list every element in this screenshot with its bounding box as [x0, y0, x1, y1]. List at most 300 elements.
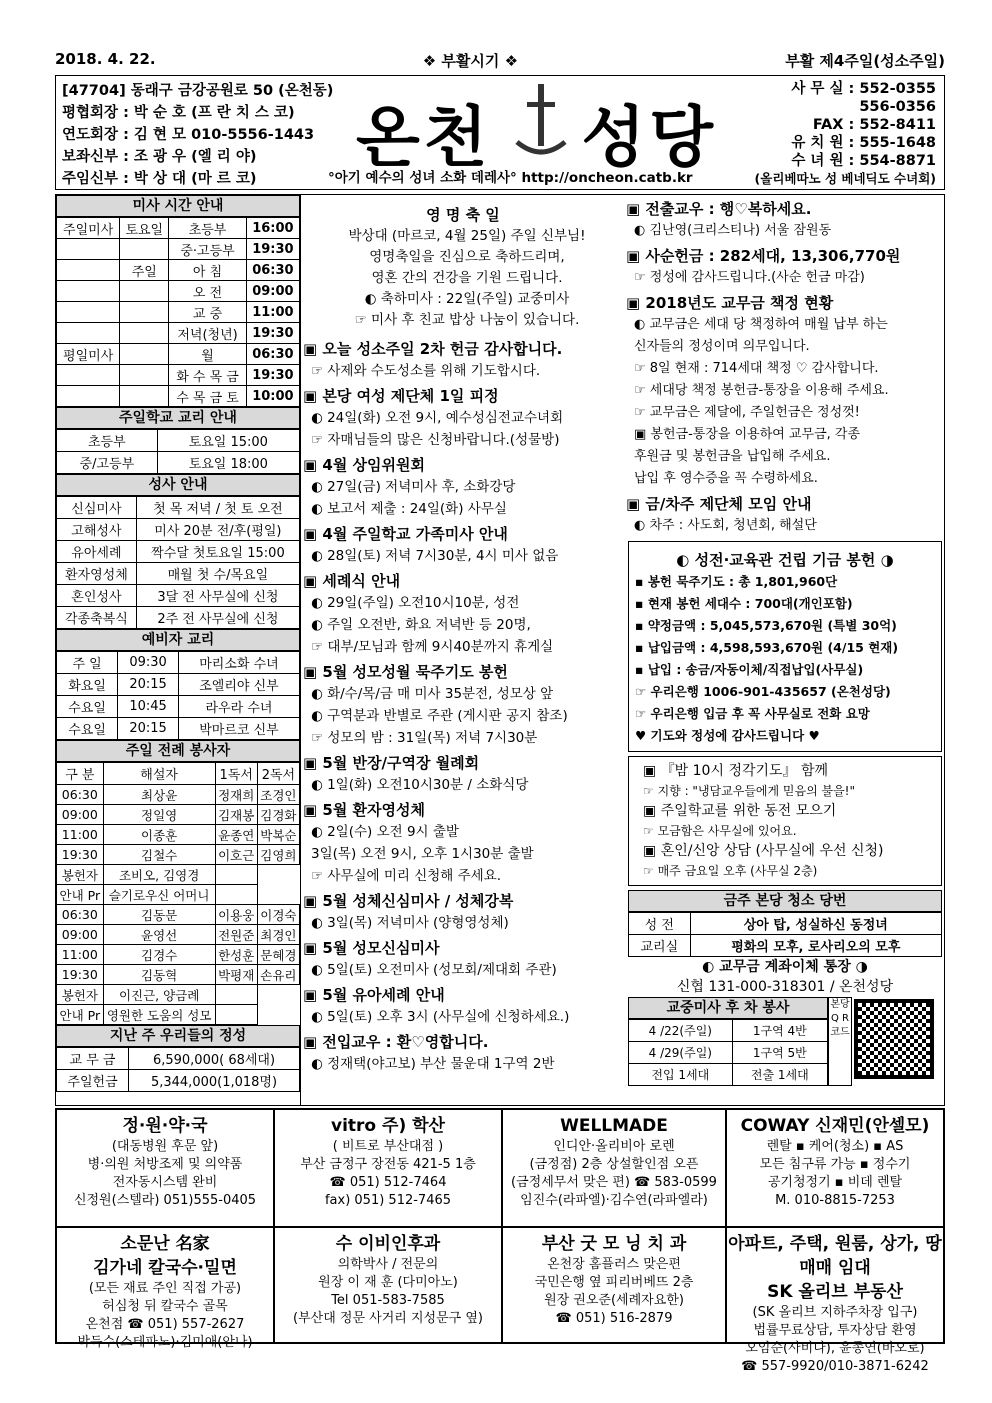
table-row: [57, 497, 300, 519]
cleaning-table: [628, 912, 942, 957]
ad-a4: [726, 1109, 944, 1227]
notice-heading: ▣ 5월 성체신심미사 / 성체강복: [303, 892, 514, 910]
notice-line: ◐ 2일(수) 오전 9시 출발: [311, 824, 459, 840]
table-cell: 김영희: [257, 845, 299, 865]
table-cell: 교 중: [169, 302, 247, 323]
notice-heading: ▣ 세례식 안내: [303, 572, 401, 590]
mass-times-table: [56, 217, 300, 407]
table-cell: [120, 323, 169, 344]
notice-line: ◐ 28일(토) 저녁 7시30분, 4시 미사 없음: [311, 548, 559, 564]
notice-heading: ▣ 사순헌금 : 282세대, 13,306,770원: [626, 247, 901, 265]
table-cell: 영원한 도움의 성모: [103, 1005, 215, 1025]
table-row: [57, 845, 300, 865]
table-row: [629, 1064, 828, 1086]
table-cell: [120, 386, 169, 407]
table-cell: 봉헌자: [57, 985, 104, 1005]
notice-heading: ▣ 5월 환자영성체: [303, 801, 425, 819]
table-row: [57, 452, 300, 474]
phone-line: 사 무 실 : 552-0355: [791, 81, 936, 97]
notice-line: ☞ 성모의 밤 : 31일(목) 저녁 7시30분: [311, 730, 538, 746]
table-cell: 중·고등부: [169, 239, 247, 260]
feast-box: [305, 197, 621, 335]
table-row: [57, 607, 300, 629]
table-cell: 안내 Pr: [57, 1005, 104, 1025]
header-cell: 구 분: [57, 763, 104, 785]
table-cell: 1구역 4반: [732, 1020, 827, 1042]
meal-service: [628, 997, 828, 1086]
table-cell: 전입 1세대: [629, 1064, 733, 1086]
table-cell: 06:30: [246, 260, 299, 281]
notice-line: ◐ 24일(화) 오전 9시, 예수성심전교수녀회: [311, 410, 564, 426]
ad-line: 소문난 名家: [120, 1234, 210, 1254]
table-cell: 박복순: [257, 825, 299, 845]
table-cell: 손유리: [257, 965, 299, 985]
table-cell: 20:15: [118, 674, 179, 696]
feast-line: ◐ 축하미사 : 22일(주일) 교중미사: [364, 291, 570, 307]
notice-line: ☞ 사무실에 미리 신청해 주세요.: [311, 868, 502, 884]
notice-line: ☞ 사제와 수도성소를 위해 기도합시다.: [311, 363, 541, 379]
notice-heading: ▣ 4월 상임위원회: [303, 456, 425, 474]
table-cell: 윤종연: [215, 825, 257, 845]
ad-line: 신정원(스텔라) 051)555-0405: [73, 1193, 257, 1208]
table-cell: 아 침: [169, 260, 247, 281]
table-row: [57, 519, 300, 541]
top-line: [55, 50, 945, 71]
table-cell: [57, 260, 120, 281]
sacrament-table: [56, 496, 300, 629]
table-row: [57, 344, 300, 365]
table-cell: 월: [169, 344, 247, 365]
table-cell: 슬기로우신 어머니: [103, 885, 215, 905]
ad-line: 전자동시스템 완비: [112, 1175, 218, 1190]
notice-line: ◐ 보고서 제출 : 24일(화) 사무실: [311, 501, 507, 517]
table-cell: 09:00: [246, 281, 299, 302]
table-cell: [120, 281, 169, 302]
ad-a1: [56, 1109, 274, 1227]
fund-line: ▪ 납입 : 송금/자동이체/직접납입(사무실): [635, 662, 864, 677]
table-row: [57, 925, 300, 945]
table-cell: 짝수달 첫토요일 15:00: [136, 541, 299, 563]
table-row: [629, 1020, 828, 1042]
fund-line: ▪ 약정금액 : 5,045,573,670원 (특별 30억): [635, 618, 897, 633]
table-cell: 토요일: [120, 218, 169, 239]
ad-line: 인디안·올리비아 로렌: [553, 1139, 675, 1154]
notice-line: ◐ 차주 : 사도회, 청년회, 해설단: [634, 518, 817, 533]
cross-logo-icon: [511, 84, 571, 164]
table-cell: 10:45: [118, 696, 179, 718]
table-cell: 김동혁: [103, 965, 215, 985]
table-cell: 09:00: [57, 925, 104, 945]
table-cell: 화요일: [57, 674, 118, 696]
header-cell: 1독서: [215, 763, 257, 785]
notice-heading: ▣ 전출교우 : 행♡복하세요.: [626, 200, 812, 218]
table-row: [57, 652, 300, 674]
table-row: [57, 965, 300, 985]
notice-heading: ▣ 5월 성모성월 묵주기도 봉헌: [303, 663, 508, 681]
ads-area: [55, 1108, 945, 1374]
issue-date: 2018. 4. 22.: [55, 50, 156, 68]
ad-line: 아파트, 주택, 원룸, 상가, 땅매매 임대: [728, 1234, 942, 1278]
masthead-right: [755, 80, 936, 188]
table-row: [57, 260, 300, 281]
table-row: [57, 563, 300, 585]
news-column-right: [626, 195, 944, 1088]
officer: 연도회장 : 김 현 모 010-5556-1443: [62, 127, 315, 143]
notice-line: ◐ 주일 오전반, 화요 저녁반 등 20명,: [311, 617, 531, 633]
fund-line: ♥ 기도와 정성에 감사드립니다 ♥: [635, 728, 820, 743]
schedule-column: [56, 195, 301, 1105]
table-cell: 이호근: [215, 845, 257, 865]
notice-heading: ▣ 5월 성모신심미사: [303, 939, 440, 957]
building-fund-box: [628, 541, 942, 752]
table-cell: 정재희: [215, 785, 257, 805]
ad-line: (대동병원 후문 앞): [111, 1139, 219, 1154]
ad-line: Tel 051-583-7585: [331, 1293, 445, 1308]
table-cell: 첫 목 저녁 / 첫 토 오전: [136, 497, 299, 519]
table-row: [57, 239, 300, 260]
table-cell: 주일: [120, 260, 169, 281]
table-cell: 오 전: [169, 281, 247, 302]
notice-heading: ▣ 금/차주 제단체 모임 안내: [626, 495, 812, 513]
table-cell: [215, 865, 257, 885]
officer: 평협회장 : 박 순 호 (프 란 치 스 코): [62, 105, 295, 121]
table-cell: [57, 239, 120, 260]
ad-line: fax) 051) 512-7465: [324, 1193, 452, 1208]
offering-table: [56, 1047, 300, 1092]
table-cell: 5,344,000(1,018명): [129, 1070, 300, 1092]
table-row: [57, 541, 300, 563]
fund-line: ☞ 우리은행 입금 후 꼭 사무실로 전화 요망: [635, 706, 870, 721]
officer: 보좌신부 : 조 광 우 (엘 리 야): [62, 149, 257, 165]
school-heading: 주일학교 교리 안내: [56, 407, 300, 429]
fund-line: ▪ 납입금액 : 4,598,593,670원 (4/15 현재): [635, 640, 899, 655]
prayer-line: ▣ 주일학교를 위한 동전 모으기: [643, 803, 837, 819]
liturgical-week: 부활 제4주일(성소주일): [785, 52, 945, 70]
table-row: [629, 1042, 828, 1064]
table-row: [57, 430, 300, 452]
ad-line: 국민은행 옆 피리버베뜨 2층: [534, 1275, 694, 1290]
table-row: [57, 945, 300, 965]
ad-line: 공기청정기 ▪ 비데 렌탈: [767, 1175, 903, 1190]
notice-line: ☞ 자매님들의 많은 신청바랍니다.(성물방): [311, 432, 560, 448]
table-cell: 윤영선: [103, 925, 215, 945]
table-cell: [57, 386, 120, 407]
ad-line: ☎ 051) 516-2879: [555, 1311, 673, 1326]
mass-times-heading: 미사 시간 안내: [56, 195, 300, 217]
table-cell: 11:00: [57, 945, 104, 965]
phone-line: 556-0356: [859, 99, 936, 115]
meal-table: [628, 1019, 828, 1086]
table-cell: 이진근, 양금례: [103, 985, 215, 1005]
notice-line: ◐ 29일(주일) 오전10시10분, 성전: [311, 595, 520, 611]
table-cell: 4 /29(주일): [629, 1042, 733, 1064]
masthead-left: [62, 80, 333, 190]
notice-line: ☞ 8일 현재 : 714세대 책정 ♡ 감사합니다.: [634, 361, 879, 376]
ad-line: M. 010-8815-7253: [775, 1193, 895, 1208]
qr-code-icon[interactable]: [854, 999, 934, 1079]
prayer-line: ▣ 혼인/신앙 상담 (사무실에 우선 신청): [643, 843, 884, 859]
table-cell: 11:00: [246, 302, 299, 323]
notice-heading: ▣ 본당 여성 제단체 1일 피정: [303, 387, 499, 405]
table-cell: 봉헌자: [57, 865, 104, 885]
table-cell: 김재봉: [215, 805, 257, 825]
table-cell: 10:00: [246, 386, 299, 407]
ad-line: (모든 재료 주인 직접 가공): [88, 1281, 242, 1296]
table-row: [57, 302, 300, 323]
notice-line: ◐ 정재택(야고보) 부산 물운대 1구역 2반: [311, 1056, 555, 1072]
notice-line: 후원금 및 봉헌금을 납입해 주세요.: [634, 449, 831, 464]
ad-line: vitro 주) 학산: [331, 1116, 445, 1136]
table-cell: 최경인: [257, 925, 299, 945]
table-cell: 화 수 목 금: [169, 365, 247, 386]
table-cell: 성 전: [629, 913, 691, 935]
table-cell: 마리소화 수녀: [178, 652, 299, 674]
news-column-center: [303, 195, 623, 1075]
table-cell: 1구역 5반: [732, 1042, 827, 1064]
ad-line: ( 비트로 부산대점 ): [332, 1139, 444, 1154]
table-cell: 정일영: [103, 805, 215, 825]
feast-line: ☞ 미사 후 친교 밥상 나눔이 있습니다.: [354, 312, 580, 328]
notice-heading: ▣ 5월 유아세례 안내: [303, 986, 445, 1004]
table-cell: 라우라 수녀: [178, 696, 299, 718]
table-cell: 각종축복식: [57, 607, 137, 629]
prayer-line: ▣ 『밤 10시 정각기도』 함께: [643, 763, 829, 779]
table-cell: 2주 전 사무실에 신청: [136, 607, 299, 629]
table-cell: 이종훈: [103, 825, 215, 845]
table-cell: 문혜경: [257, 945, 299, 965]
table-cell: [57, 323, 120, 344]
address: [47704] 동래구 금강공원로 50 (온천동): [62, 83, 334, 99]
notice-line: ◐ 구역분과 반별로 주관 (게시판 공지 참조): [311, 708, 568, 724]
table-cell: 신심미사: [57, 497, 137, 519]
table-row: [57, 323, 300, 344]
table-row: [57, 905, 300, 925]
notice-line: ☞ 정성에 감사드립니다.(사순 헌금 마감): [634, 270, 865, 285]
notice-heading: ▣ 5월 반장/구역장 월례회: [303, 754, 480, 772]
table-row: [57, 805, 300, 825]
table-row: [57, 281, 300, 302]
table-cell: 전출 1세대: [732, 1064, 827, 1086]
phone-line: FAX : 552-8411: [812, 117, 936, 133]
ad-line: 부산 금정구 장전동 421-5 1층: [300, 1157, 476, 1172]
fund-line: ▪ 현재 봉헌 세대수 : 700대(개인포함): [635, 596, 853, 611]
table-cell: 중/고등부: [57, 452, 158, 474]
table-cell: 19:30: [57, 965, 104, 985]
masthead: [55, 75, 945, 190]
officer: 주임신부 : 박 상 대 (마 르 코): [62, 171, 257, 187]
ad-line: WELLMADE: [560, 1116, 668, 1136]
table-cell: 박마르코 신부: [178, 718, 299, 740]
fund-line: ☞ 우리은행 1006-901-435657 (온천성당): [635, 684, 891, 699]
ad-line: 원장 권오준(세례자요한): [544, 1293, 684, 1308]
church-name: 온천 성당: [356, 99, 718, 176]
table-cell: [57, 302, 120, 323]
ad-line: 임진수(라파엘)·김수연(라파엘라): [520, 1193, 708, 1208]
table-cell: 06:30: [57, 905, 104, 925]
table-row: [57, 218, 300, 239]
table-cell: 혼인성사: [57, 585, 137, 607]
phone-line: 유 치 원 : 555-1648: [791, 135, 936, 151]
notice-heading: ▣ 2018년도 교무금 책정 현황: [626, 294, 834, 312]
table-cell: 20:15: [118, 718, 179, 740]
table-cell: 수요일: [57, 696, 118, 718]
table-cell: 3달 전 사무실에 신청: [136, 585, 299, 607]
notice-line: ◐ 5일(토) 오후 3시 (사무실에 신청하세요.): [311, 1009, 570, 1025]
table-cell: 전원준: [215, 925, 257, 945]
notice-line: ☞ 대부/모님과 함께 9시40분까지 휴게실: [311, 639, 554, 655]
table-cell: 조경인: [257, 785, 299, 805]
ad-line: 온천점 ☎ 051) 557-2627: [85, 1317, 245, 1332]
ad-line: 오임순(사비나), 윤종연(바오로): [745, 1341, 925, 1356]
fund-title: ◐ 성전·교육관 건립 기금 봉헌 ◑: [676, 551, 894, 569]
ad-b2: [274, 1227, 502, 1343]
table-cell: 토요일 18:00: [157, 452, 299, 474]
table-cell: 수요일: [57, 718, 118, 740]
school-table: [56, 429, 300, 474]
table-cell: 19:30: [57, 845, 104, 865]
table-cell: 매월 첫 수/목요일: [136, 563, 299, 585]
motto-url: °아기 예수의 성녀 소화 데레사° http://oncheon.catb.kr: [328, 170, 693, 186]
table-cell: 교리실: [629, 935, 691, 957]
table-cell: [120, 344, 169, 365]
notice-line: ◐ 교무금은 세대 당 책정하여 매월 납부 하는: [634, 317, 888, 332]
table-cell: 토요일 15:00: [157, 430, 299, 452]
feast-line: 영혼 간의 건강을 기원 드립니다.: [371, 270, 563, 286]
table-row: [57, 885, 300, 905]
table-cell: [57, 281, 120, 302]
table-cell: 조엘리야 신부: [178, 674, 299, 696]
notice-line: ▣ 봉헌금-통장을 이용하여 교무금, 각종: [634, 427, 861, 442]
table-cell: 교 무 금: [57, 1048, 129, 1070]
servers-heading: 주일 전례 봉사자: [56, 740, 300, 762]
catechumen-heading: 예비자 교리: [56, 629, 300, 651]
table-cell: 이용웅: [215, 905, 257, 925]
table-cell: 06:30: [57, 785, 104, 805]
table-cell: 주 일: [57, 652, 118, 674]
ad-line: (금정세무서 맞은 편) ☎ 583-0599: [511, 1175, 717, 1190]
ad-line: COWAY 신재민(안셀모): [740, 1116, 930, 1136]
table-cell: 유아세례: [57, 541, 137, 563]
table-cell: 초등부: [57, 430, 158, 452]
table-cell: 저녁(청년): [169, 323, 247, 344]
table-cell: 초등부: [169, 218, 247, 239]
cleaning-heading: 금주 본당 청소 당번: [628, 890, 942, 912]
header-cell: 2독서: [257, 763, 299, 785]
offering-heading: 지난 주 우리들의 정성: [56, 1025, 300, 1047]
notice-line: 3일(목) 오전 9시, 오후 1시30분 출발: [311, 846, 534, 862]
ad-line: 부산 굿 모 닝 치 과: [541, 1234, 687, 1254]
phone-line: 수 녀 원 : 554-8871: [791, 153, 936, 169]
qr-label: 본당 Q R 코드: [828, 997, 852, 1086]
feast-title: 영 명 축 일: [426, 206, 500, 224]
table-cell: 19:30: [246, 239, 299, 260]
notice-line: ◐ 27일(금) 저녁미사 후, 소화강당: [311, 479, 516, 495]
ad-line: 허심청 뒤 칼국수 골목: [102, 1299, 228, 1314]
ad-line: ☎ 051) 512-7464: [329, 1175, 447, 1190]
notice-heading: ▣ 4월 주일학교 가족미사 안내: [303, 525, 508, 543]
table-row: [57, 386, 300, 407]
table-cell: 고해성사: [57, 519, 137, 541]
fund-line: ▪ 봉헌 묵주기도 : 총 1,801,960단: [635, 574, 838, 589]
header-cell: 해설자: [103, 763, 215, 785]
feast-line: 영명축일을 진심으로 축하드리며,: [369, 249, 565, 265]
table-cell: 평화의 모후, 로사리오의 모후: [690, 935, 941, 957]
table-cell: 11:00: [57, 825, 104, 845]
servers-table: [56, 762, 300, 1025]
table-row: [57, 585, 300, 607]
table-cell: [215, 1005, 257, 1025]
ad-b3: [502, 1227, 726, 1343]
ad-line: (SK 올리브 지하주차장 입구): [752, 1305, 918, 1320]
ad-a3: [502, 1109, 726, 1227]
ad-line: 수 이비인후과: [335, 1234, 441, 1254]
table-cell: 박평재: [215, 965, 257, 985]
notice-heading: ▣ 전입교우 : 환♡영합니다.: [303, 1033, 489, 1051]
table-cell: 미사 20분 전/후(평일): [136, 519, 299, 541]
table-cell: 6,590,000( 68세대): [129, 1048, 300, 1070]
table-cell: 16:00: [246, 218, 299, 239]
notice-line: ☞ 세대당 책정 봉헌금-통장을 이용해 주세요.: [634, 383, 889, 398]
table-row: [57, 825, 300, 845]
feast-line: 박상대 (마르코, 4월 25일) 주일 신부님!: [348, 228, 586, 244]
table-row: [57, 718, 300, 740]
notice-line: 납입 후 영수증을 꼭 수령하세요.: [634, 471, 818, 486]
notice-line: 신자들의 정성이며 의무입니다.: [634, 339, 810, 354]
table-cell: 조비오, 김영경: [103, 865, 215, 885]
table-row: [57, 1048, 300, 1070]
ad-line: 김가네 칼국수·밀면: [93, 1258, 237, 1278]
liturgical-season: ❖ 부활시기 ❖: [422, 52, 519, 70]
table-row: [57, 674, 300, 696]
table-cell: [120, 239, 169, 260]
table-cell: 09:00: [57, 805, 104, 825]
ad-line: SK 올리브 부동산: [767, 1282, 903, 1302]
notice-line: ◐ 5일(토) 오전미사 (성모회/제대회 주관): [311, 962, 557, 978]
prayer-line: ☞ 지향 : "냉담교우들에게 믿음의 불을!": [643, 784, 856, 798]
table-row: [57, 985, 300, 1005]
notice-line: ◐ 김난영(크리스티나) 서울 잠원동: [634, 223, 832, 238]
ad-line: 법률무료상담, 투자상담 환영: [753, 1323, 917, 1338]
table-cell: [120, 302, 169, 323]
table-row: [57, 365, 300, 386]
meal-heading: 교중미사 후 차 봉사: [628, 997, 828, 1019]
table-row: [57, 865, 300, 885]
ad-line: 병·의원 처방조제 및 의약품: [87, 1157, 243, 1172]
table-cell: 환자영성체: [57, 563, 137, 585]
meal-service-box: [628, 997, 942, 1086]
table-cell: 06:30: [246, 344, 299, 365]
table-row: [57, 1070, 300, 1092]
notice-heading: ▣ 오늘 성소주일 2차 헌금 감사합니다.: [303, 340, 563, 358]
ad-line: (부산대 정문 사거리 지성문구 옆): [293, 1311, 483, 1326]
table-cell: [215, 985, 257, 1005]
table-cell: 최상윤: [103, 785, 215, 805]
ad-line: 정·원·약·국: [122, 1116, 208, 1136]
convent-note: (올리베따노 성 베네딕도 수녀회): [754, 171, 936, 186]
prayer-line: ☞ 매주 금요일 오후 (사무실 2층): [643, 864, 818, 878]
ad-line: ☎ 557-9920/010-3871-6242: [741, 1359, 929, 1374]
table-cell: 김철수: [103, 845, 215, 865]
ad-line: 박득수(스테파노)·김미애(안나): [77, 1335, 253, 1350]
cleaning-box: [628, 890, 942, 1086]
prayer-box: [628, 756, 942, 886]
table-cell: 이경숙: [257, 905, 299, 925]
table-row: [57, 1005, 300, 1025]
table-cell: 수 목 금 토: [169, 386, 247, 407]
table-cell: [120, 365, 169, 386]
sacrament-heading: 성사 안내: [56, 474, 300, 496]
table-cell: 4 /22(주일): [629, 1020, 733, 1042]
